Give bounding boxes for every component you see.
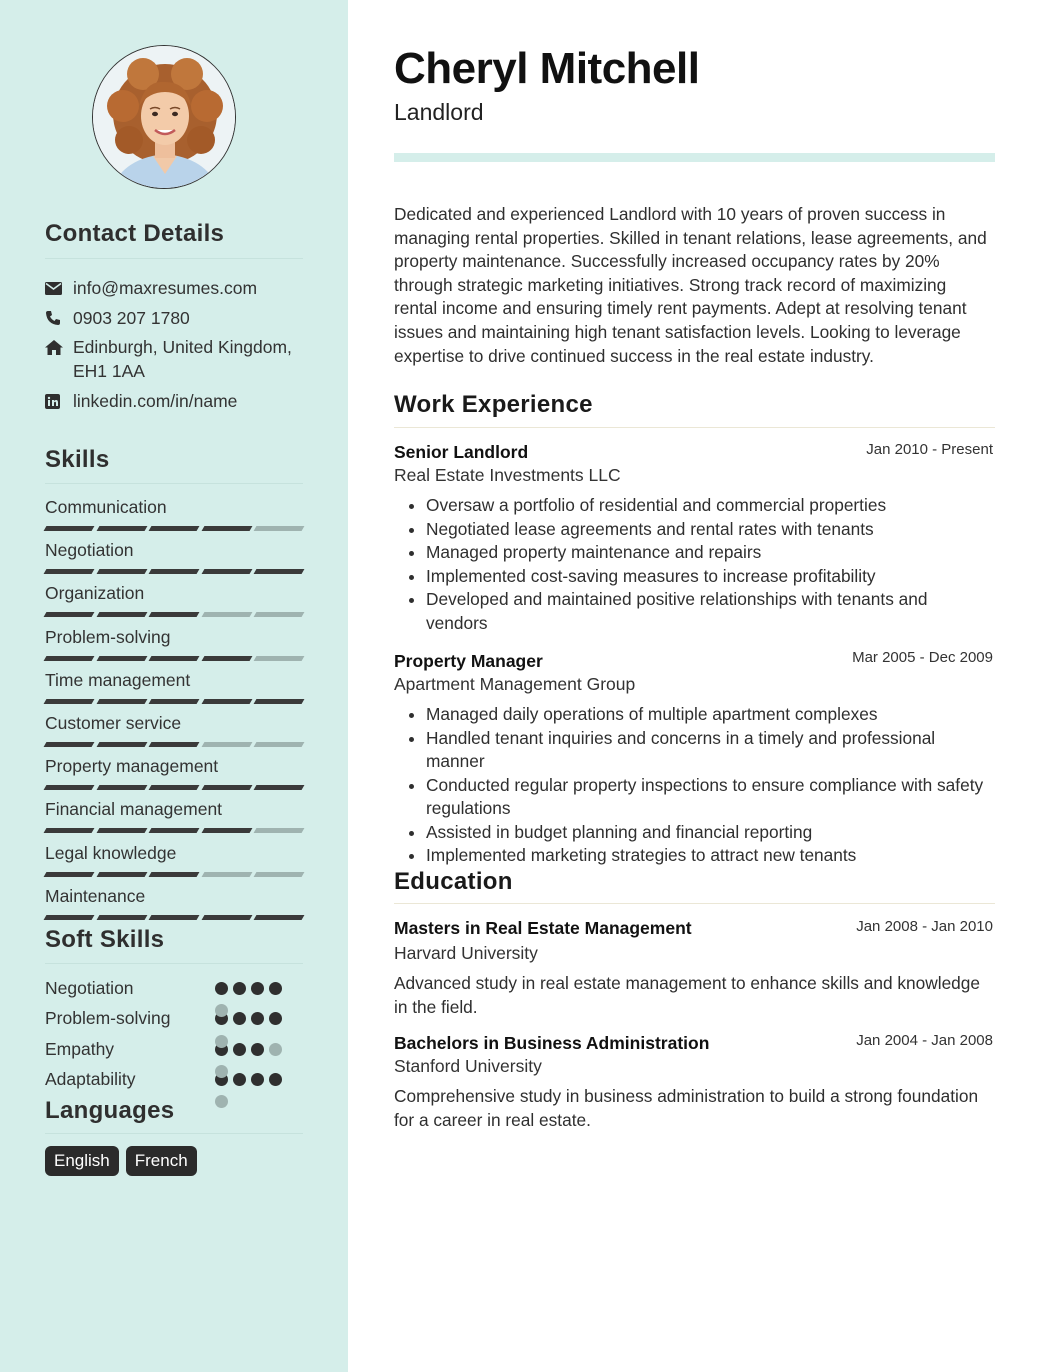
linkedin-text: linkedin.com/in/name [73,391,238,411]
skill-level-segment [201,742,251,747]
phone-text: 0903 207 1780 [73,308,190,328]
skill-item [45,755,303,790]
skill-label: Financial management [45,799,223,820]
soft-skill-dot [215,1004,228,1017]
degree-title: Bachelors in Business Administration [394,1033,710,1053]
soft-skill-dot [233,1073,246,1086]
skill-item [45,712,303,747]
skill-level-segment [96,526,146,531]
skill-level-bars [45,612,303,617]
work-heading: Work Experience [394,391,593,418]
email-text: info@maxresumes.com [73,278,258,298]
skill-level-bars [45,656,303,661]
skill-level-segment [96,872,146,877]
skill-level-segment [201,526,251,531]
skill-level-segment [44,742,94,747]
contact-divider [45,258,303,259]
job-bullet: • Implemented marketing strategies to attract new tenants [426,844,986,868]
soft-skill-dot [269,1073,282,1086]
soft-skill-dot [269,1043,282,1056]
degree-date: Jan 2008 - Jan 2010 [856,918,993,935]
skill-level-segment [96,915,146,920]
skill-item [45,798,303,833]
skill-level-segment [44,872,94,877]
skill-level-segment [149,569,199,574]
degree-date: Jan 2004 - Jan 2008 [856,1032,993,1049]
skill-level-segment [96,828,146,833]
skill-level-segment [149,742,199,747]
soft-skill-dot [215,1035,228,1048]
degree-title: Masters in Real Estate Management [394,918,692,938]
soft-skill-item [45,1006,305,1032]
soft-skill-dot [251,1043,264,1056]
soft-skills-heading: Soft Skills [45,926,165,953]
skill-item [45,626,303,661]
skill-level-segment [149,656,199,661]
skill-level-segment [44,526,94,531]
skill-level-segment [44,915,94,920]
soft-skill-item [45,976,305,1002]
skill-label: Organization [45,583,145,604]
soft-skill-dot [233,1043,246,1056]
address-line2: EH1 1AA [73,361,145,381]
soft-skill-dot [269,1012,282,1025]
job-bullet: • Conducted regular property inspections to ensure compliance with safety regulations [426,774,986,821]
skill-level-segment [254,612,304,617]
skill-level-segment [44,656,94,661]
skill-label: Negotiation [45,540,134,561]
contact-heading: Contact Details [45,220,225,247]
language-tag: English [45,1146,119,1176]
soft-skill-item [45,1067,305,1093]
job-bullets [426,494,986,635]
profile-summary: Dedicated and experienced Landlord with 10 years of proven success in managing rental properties. Skilled in tenant relations, lease agreements, and property maintenance. Successfully increased occupancy rates by 20% through strategic marketing initiatives. Strong track record of maximizing rental income and ensuring timely rent payments. Adept at resolving tenant issues and maintaining high tenant satisfaction levels. Looking to leverage expertise to drive continued success in the real estate industry. [394,204,987,366]
language-tag: French [126,1146,197,1176]
skill-level-bars [45,872,303,877]
language-tags [45,1146,197,1176]
skill-level-segment [254,828,304,833]
job-date: Jan 2010 - Present [866,441,993,458]
skill-level-segment [44,699,94,704]
skills-heading: Skills [45,446,110,473]
skill-level-segment [149,828,199,833]
skill-item [45,885,303,920]
skill-level-segment [254,785,304,790]
skill-level-segment [201,656,251,661]
address-block [73,335,292,383]
skill-level-segment [254,742,304,747]
skill-label: Customer service [45,713,182,733]
skill-level-bars [45,785,303,790]
skill-level-segment [254,569,304,574]
skill-label: Maintenance [45,885,146,906]
soft-skill-dot [215,1065,228,1078]
skill-level-segment [44,785,94,790]
candidate-role: Landlord [394,99,484,125]
contact-phone[interactable] [45,306,305,330]
skill-item [45,539,303,574]
sidebar [0,0,348,1372]
skill-level-bars [45,699,303,704]
degree-school: Stanford University [394,1056,542,1076]
soft-skill-label: Empathy [45,1039,115,1059]
skill-level-segment [254,526,304,531]
skill-level-segment [201,872,251,877]
job-company: Apartment Management Group [394,674,636,694]
skill-level-segment [254,915,304,920]
skill-level-segment [254,699,304,704]
job-bullet: • Oversaw a portfolio of residential and commercial properties [426,494,986,518]
skill-level-segment [201,612,251,617]
skill-level-segment [149,526,199,531]
job-bullets [426,703,986,868]
soft-skills-divider [45,963,303,964]
education-divider [394,903,995,904]
job-bullet: • Developed and maintained positive relationships with tenants and vendors [426,588,986,635]
skill-level-bars [45,742,303,747]
soft-skill-item [45,1037,305,1063]
linkedin-icon [45,389,73,413]
skill-level-segment [96,699,146,704]
main-content [348,0,1040,1372]
skill-level-segment [254,872,304,877]
skill-level-segment [44,612,94,617]
education-heading: Education [394,868,513,895]
soft-skill-dot [215,982,228,995]
skill-level-segment [254,656,304,661]
languages-divider [45,1133,303,1134]
soft-skill-dot [269,982,282,995]
soft-skill-label: Adaptability [45,1069,136,1089]
skill-item [45,842,303,877]
degree-description: Comprehensive study in business administration to build a strong foundation for a career in real estate. [394,1086,979,1130]
soft-skill-dot [233,1012,246,1025]
degree-description: Advanced study in real estate management to enhance skills and knowledge in the field. [394,973,981,1017]
phone-icon [45,306,73,330]
job-company: Real Estate Investments LLC [394,465,621,485]
header-accent-bar [394,153,995,162]
soft-skill-dot [215,1095,228,1108]
contact-email[interactable] [45,276,305,300]
soft-skill-dot [251,1073,264,1086]
skill-level-segment [96,656,146,661]
skill-level-segment [96,785,146,790]
job-title: Senior Landlord [394,442,529,462]
skill-level-segment [96,742,146,747]
degree-school: Harvard University [394,943,538,963]
profile-photo [92,45,236,189]
job-date: Mar 2005 - Dec 2009 [852,649,993,666]
skill-level-segment [201,785,251,790]
skill-level-segment [149,785,199,790]
portrait-illustration [93,46,236,189]
candidate-name: Cheryl Mitchell [394,44,700,93]
soft-skill-dot [251,982,264,995]
work-divider [394,427,995,428]
job-bullet: • Managed daily operations of multiple apartment complexes [426,703,986,727]
skill-level-segment [96,569,146,574]
skill-level-segment [44,828,94,833]
skill-level-bars [45,569,303,574]
languages-heading: Languages [45,1097,175,1124]
skill-level-bars [45,526,303,531]
skill-level-segment [149,699,199,704]
contact-address [45,335,305,383]
skill-level-segment [44,569,94,574]
skill-item [45,582,303,617]
skill-level-segment [201,699,251,704]
skill-level-segment [201,569,251,574]
skill-label: Property management [45,756,219,777]
envelope-icon [45,276,73,300]
skill-level-segment [149,915,199,920]
soft-skill-label: Problem-solving [45,1008,171,1028]
job-title: Property Manager [394,651,543,671]
job-bullet: • Assisted in budget planning and financial reporting [426,821,986,845]
skill-item [45,669,303,704]
skill-level-segment [149,612,199,617]
skill-level-bars [45,828,303,833]
skill-label: Time management [45,669,191,690]
skill-item [45,496,303,531]
soft-skill-dot [233,982,246,995]
soft-skill-dots [215,982,282,995]
skills-divider [45,483,303,484]
job-bullet: • Implemented cost-saving measures to increase profitability [426,565,986,589]
skill-level-segment [149,872,199,877]
skill-label: Legal knowledge [45,842,177,863]
skill-label: Problem-solving [45,626,171,647]
job-bullet: • Managed property maintenance and repairs [426,541,986,565]
address-line1: Edinburgh, United Kingdom, [73,337,292,357]
home-icon [45,335,73,359]
skill-level-segment [201,828,251,833]
skill-label: Communication [45,497,167,517]
job-bullet: • Handled tenant inquiries and concerns in a timely and professional manner [426,727,986,774]
job-bullet: • Negotiated lease agreements and rental rates with tenants [426,518,986,542]
skill-level-segment [201,915,251,920]
skill-level-bars [45,915,303,920]
soft-skill-label: Negotiation [45,978,134,998]
soft-skill-dot [251,1012,264,1025]
skill-level-segment [96,612,146,617]
contact-linkedin[interactable] [45,389,305,413]
